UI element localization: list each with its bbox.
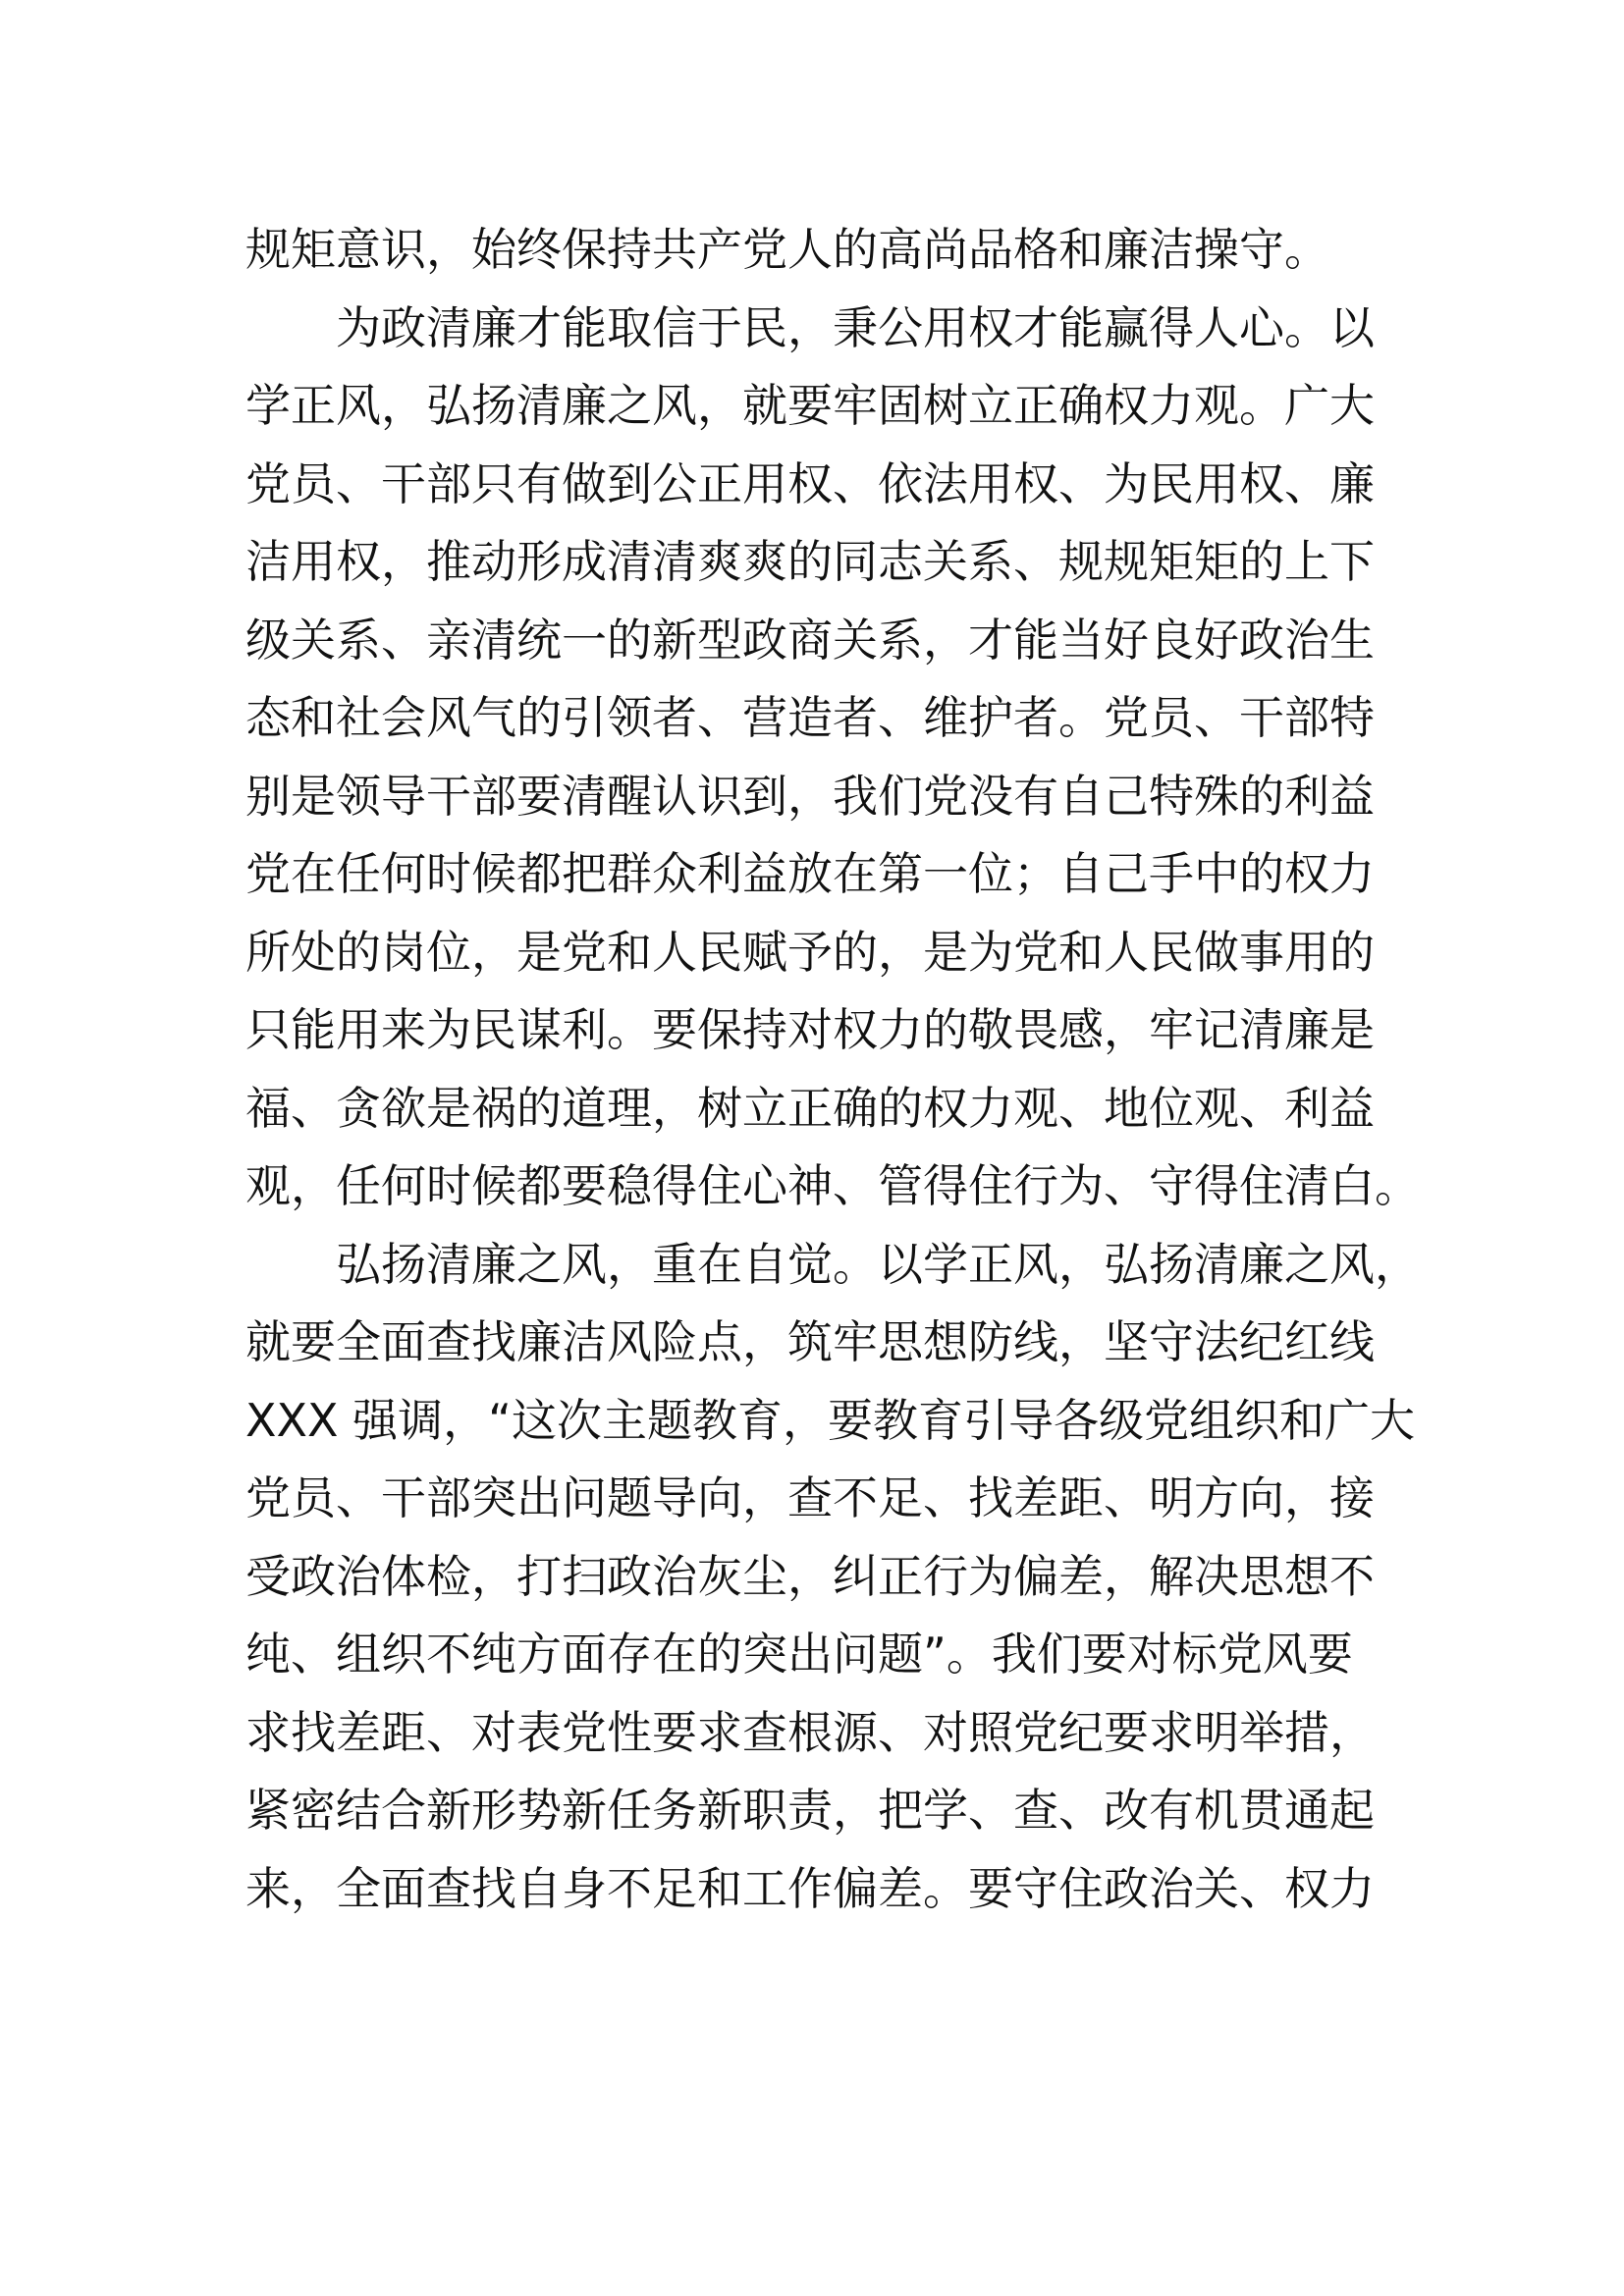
- text-line: 纯、组织不纯方面存在的突出问题”。我们要对标党风要: [245, 1628, 1353, 1681]
- document-body: [245, 211, 1420, 1928]
- text-line: 党员、干部突出问题导向，查不足、找差距、明方向，接: [245, 1471, 1375, 1524]
- text-line: 态和社会风气的引领者、营造者、维护者。党员、干部特: [245, 691, 1375, 744]
- text-line: 规矩意识，始终保持共产党人的高尚品格和廉洁操守。: [245, 223, 1329, 276]
- text-line: 紧密结合新形势新任务新职责，把学、查、改有机贯通起: [245, 1784, 1375, 1837]
- text-line: XXX 强调，“这次主题教育，要教育引导各级党组织和广大: [245, 1393, 1415, 1447]
- text-line: 洁用权，推动形成清清爽爽的同志关系、规规矩矩的上下: [245, 535, 1375, 588]
- text-line: 学正风，弘扬清廉之风，就要牢固树立正确权力观。广大: [245, 379, 1375, 432]
- paragraph-1: [245, 211, 1384, 290]
- text-line: 只能用来为民谋利。要保持对权力的敬畏感，牢记清廉是: [245, 1003, 1375, 1056]
- text-line: 为政清廉才能取信于民，秉公用权才能赢得人心。以: [336, 300, 1375, 354]
- text-line: 别是领导干部要清醒认识到，我们党没有自己特殊的利益: [245, 769, 1375, 823]
- text-line: 受政治体检，打扫政治灰尘，纠正行为偏差，解决思想不: [245, 1549, 1375, 1603]
- text-line: 党员、干部只有做到公正用权、依法用权、为民用权、廉: [245, 456, 1375, 510]
- text-line: 观，任何时候都要稳得住心神、管得住行为、守得住清白。: [245, 1159, 1420, 1212]
- text-line: 福、贪欲是祸的道理，树立正确的权力观、地位观、利益: [245, 1081, 1375, 1135]
- text-line: 党在任何时候都把群众利益放在第一位；自己手中的权力: [245, 847, 1375, 900]
- text-line: 所处的岗位，是党和人民赋予的，是为党和人民做事用的: [245, 925, 1375, 979]
- paragraph-3: [245, 1226, 1420, 1929]
- text-line: 来，全面查找自身不足和工作偏差。要守住政治关、权力: [245, 1861, 1375, 1915]
- text-line: 就要全面查找廉洁风险点，筑牢思想防线，坚守法纪红线: [245, 1315, 1375, 1368]
- text-line: 级关系、亲清统一的新型政商关系，才能当好良好政治生: [245, 613, 1375, 667]
- text-line: 求找差距、对表党性要求查根源、对照党纪要求明举措，: [245, 1705, 1375, 1759]
- paragraph-2: [245, 290, 1420, 1226]
- text-line: 弘扬清廉之风，重在自觉。以学正风，弘扬清廉之风，: [336, 1237, 1420, 1291]
